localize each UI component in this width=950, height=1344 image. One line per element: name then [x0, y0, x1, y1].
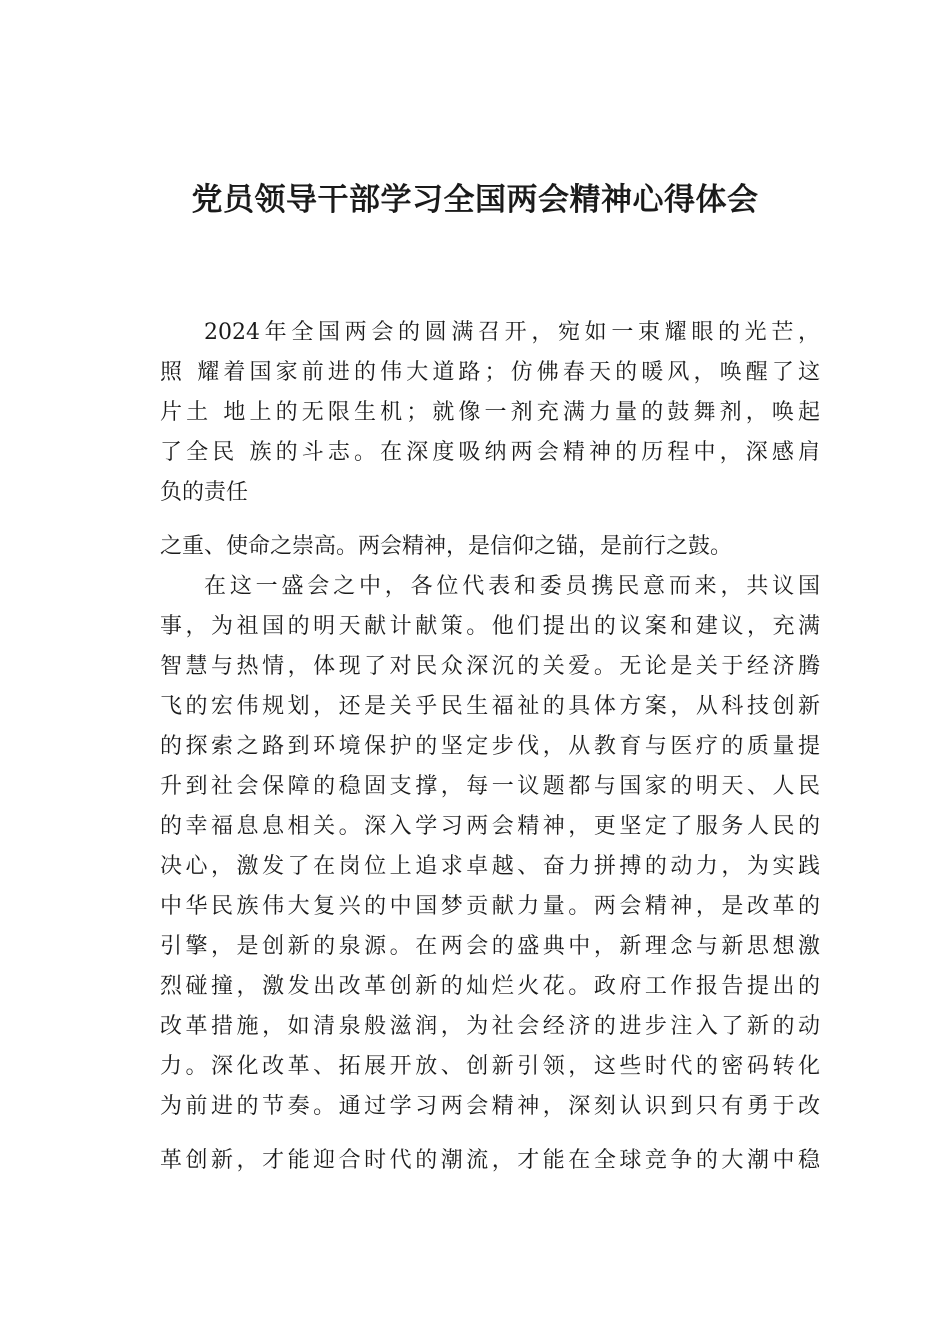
text-line: 决心，激发了在岗位上追求卓越、奋力拼搏的动力，为实践 — [160, 854, 820, 879]
text-line: 照 耀着国家前进的伟大道路；仿佛春天的暖风，唤醒了这 — [160, 360, 820, 385]
text-line: 中华民族伟大复兴的中国梦贡献力量。两会精神，是改革的 — [160, 894, 820, 919]
text-line: 智慧与热情，体现了对民众深沉的关爱。无论是关于经济腾 — [160, 654, 820, 679]
document-body — [160, 313, 820, 1181]
text-line: 烈碰撞，激发出改革创新的灿烂火花。政府工作报告提出的 — [160, 974, 820, 999]
text-line: 在这一盛会之中，各位代表和委员携民意而来，共议国 — [204, 574, 820, 599]
line-gap — [160, 1127, 820, 1141]
text-line: 升到社会保障的稳固支撑，每一议题都与国家的明天、人民 — [160, 774, 820, 799]
text-line: 的探索之路到环境保护的坚定步伐，从教育与医疗的质量提 — [160, 734, 820, 759]
text-line: 为前进的节奏。通过学习两会精神，深刻认识到只有勇于改 — [160, 1094, 820, 1119]
text-line: 了全民 族的斗志。在深度吸纳两会精神的历程中，深感肩 — [160, 440, 820, 465]
line-gap — [160, 513, 820, 527]
text-line: 力。深化改革、拓展开放、创新引领，这些时代的密码转化 — [160, 1054, 820, 1079]
text-line: 负的责任 — [160, 480, 249, 505]
text-line: 革创新，才能迎合时代的潮流，才能在全球竞争的大潮中稳 — [160, 1148, 820, 1173]
text-line: 飞的宏伟规划，还是关乎民生福祉的具体方案，从科技创新 — [160, 694, 820, 719]
text-line: 的幸福息息相关。深入学习两会精神，更坚定了服务人民的 — [160, 814, 820, 839]
text-line: 引擎，是创新的泉源。在两会的盛典中，新理念与新思想激 — [160, 934, 820, 959]
text-line: 改革措施，如清泉般滋润，为社会经济的进步注入了新的动 — [160, 1014, 820, 1039]
text-line: 2024年全国两会的圆满召开，宛如一束耀眼的光芒， — [204, 320, 820, 345]
text-line: 事，为祖国的明天献计献策。他们提出的议案和建议，充满 — [160, 614, 820, 639]
text-line: 之重、使命之崇高。两会精神，是信仰之锚，是前行之鼓。 — [160, 534, 733, 559]
text-line: 片土 地上的无限生机；就像一剂充满力量的鼓舞剂，唤起 — [160, 400, 820, 425]
document-title: 党员领导干部学习全国两会精神心得体会 — [191, 182, 759, 218]
